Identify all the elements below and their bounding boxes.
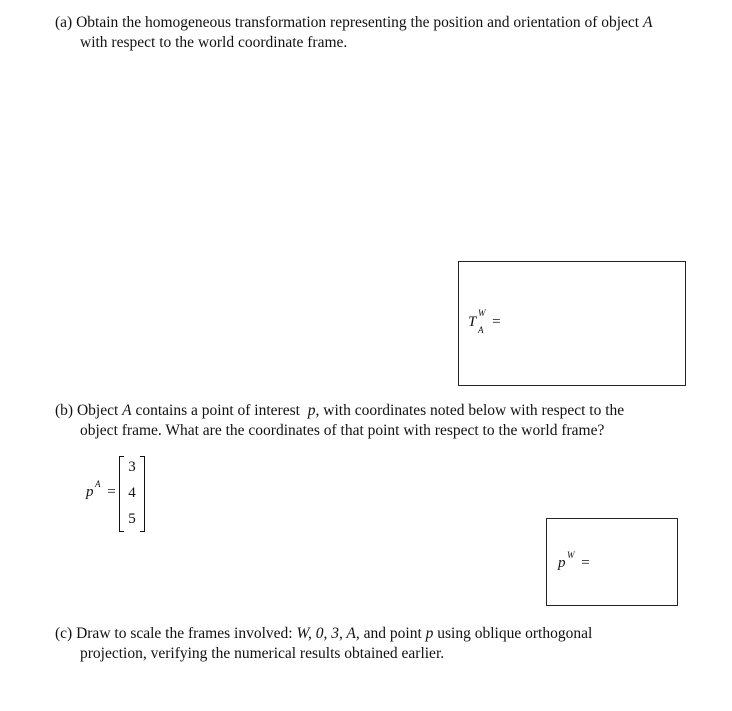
point-p-label-c: p xyxy=(425,625,434,642)
transform-superscript: W xyxy=(478,308,486,318)
object-a-label: A xyxy=(642,14,653,31)
transform-expression xyxy=(468,308,501,335)
answer-box-a[interactable] xyxy=(458,261,686,386)
question-a-line-2: with respect to the world coordinate frame. xyxy=(80,34,348,51)
point-a-symbol: p A xyxy=(86,479,101,500)
point-w-superscript: W xyxy=(567,550,575,560)
question-b-line-2: object frame. What are the coordinates of that point with respect to the world frame? xyxy=(80,422,605,439)
object-a-label-b: A xyxy=(122,402,132,419)
coordinate-vector xyxy=(119,456,145,532)
question-b-line-1: (b) Object A contains a point of interest p, with coordinates noted below with respect to the xyxy=(55,402,625,419)
point-a-superscript: A xyxy=(95,479,101,489)
point-w-equals: = xyxy=(581,555,590,571)
point-p-label: p xyxy=(307,402,316,419)
question-c-line-1: (c) Draw to scale the frames involved: W, 0, 3, A, and point p using oblique orthogonal xyxy=(55,625,593,642)
point-w-expression xyxy=(558,550,590,572)
transform-symbol: T W A xyxy=(468,308,486,335)
question-c-line-2: projection, verifying the numerical results obtained earlier. xyxy=(80,645,445,662)
vector-entry-2: 4 xyxy=(128,485,136,501)
point-w-symbol: p W xyxy=(558,550,575,571)
question-c xyxy=(55,624,592,664)
question-a-line-1: (a) Obtain the homogeneous transformation representing the position and orientation of object A xyxy=(55,14,653,31)
frames-list: W, 0, 3, A, xyxy=(296,625,360,642)
vector-entry-1: 3 xyxy=(128,459,136,475)
transform-subscript: A xyxy=(478,325,484,335)
vector-entry-3: 5 xyxy=(128,511,136,527)
answer-box-b[interactable] xyxy=(546,518,678,606)
question-a xyxy=(55,13,652,53)
point-a-equals: = xyxy=(107,484,116,500)
point-a-expression xyxy=(86,479,116,501)
transform-equals: = xyxy=(492,314,501,330)
question-b xyxy=(55,401,624,441)
